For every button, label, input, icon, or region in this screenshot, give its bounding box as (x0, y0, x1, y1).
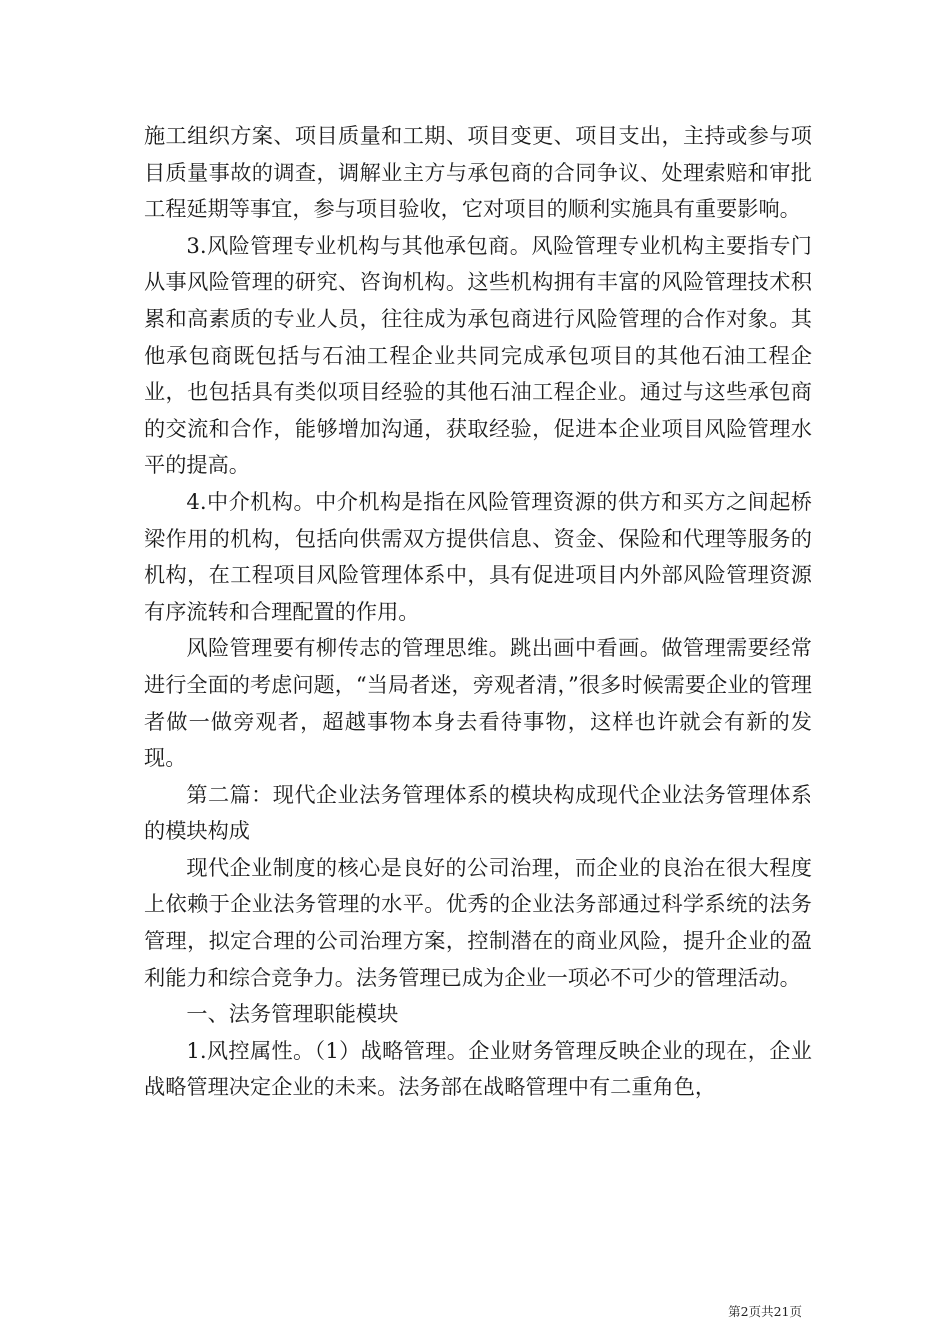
paragraph-5: 现代企业制度的核心是良好的公司治理，而企业的良治在很大程度上依赖于企业法务管理的水平。优秀的企业法务部通过科学系统的法务管理，拟定合理的公司治理方案，控制潜在的商业风险，提升企业的盈利能力和综合竞争力。法务管理已成为企业一项必不可少的管理活动。 (144, 854, 812, 990)
section-heading-2: 第二篇：现代企业法务管理体系的模块构成现代企业法务管理体系的模块构成 (144, 781, 812, 844)
paragraph-2: 3.风险管理专业机构与其他承包商。风险管理专业机构主要指专门从事风险管理的研究、咨询机构。这些机构拥有丰富的风险管理技术积累和高素质的专业人员，往往成为承包商进行风险管理的合作对象。其他承包商既包括与石油工程企业共同完成承包项目的其他石油工程企业，也包括具有类似项目经验的其他石油工程企业。通过与这些承包商的交流和合作，能够增加沟通，获取经验，促进本企业项目风险管理水平的提高。 (144, 232, 812, 478)
paragraph-3: 4.中介机构。中介机构是指在风险管理资源的供方和买方之间起桥梁作用的机构，包括向供需双方提供信息、资金、保险和代理等服务的机构，在工程项目风险管理体系中，具有促进项目内外部风险管理资源有序流转和合理配置的作用。 (144, 488, 812, 624)
paragraph-1: 施工组织方案、项目质量和工期、项目变更、项目支出，主持或参与项目质量事故的调查，调解业主方与承包商的合同争议、处理索赔和审批工程延期等事宜，参与项目验收，它对项目的顺利实施具有重要影响。 (144, 123, 812, 222)
page-number-footer: 第2页共21页 (728, 1304, 802, 1319)
document-body (144, 118, 812, 1106)
paragraph-6: 1.风控属性。（1）战略管理。企业财务管理反映企业的现在，企业战略管理决定企业的未来。法务部在战略管理中有二重角色， (144, 1037, 812, 1100)
subsection-heading: 一、法务管理职能模块 (186, 1001, 399, 1027)
paragraph-4: 风险管理要有柳传志的管理思维。跳出画中看画。做管理需要经常进行全面的考虑问题，“当局者迷，旁观者清，”很多时候需要企业的管理者做一做旁观者，超越事物本身去看待事物，这样也许就会有新的发现。 (144, 635, 812, 771)
